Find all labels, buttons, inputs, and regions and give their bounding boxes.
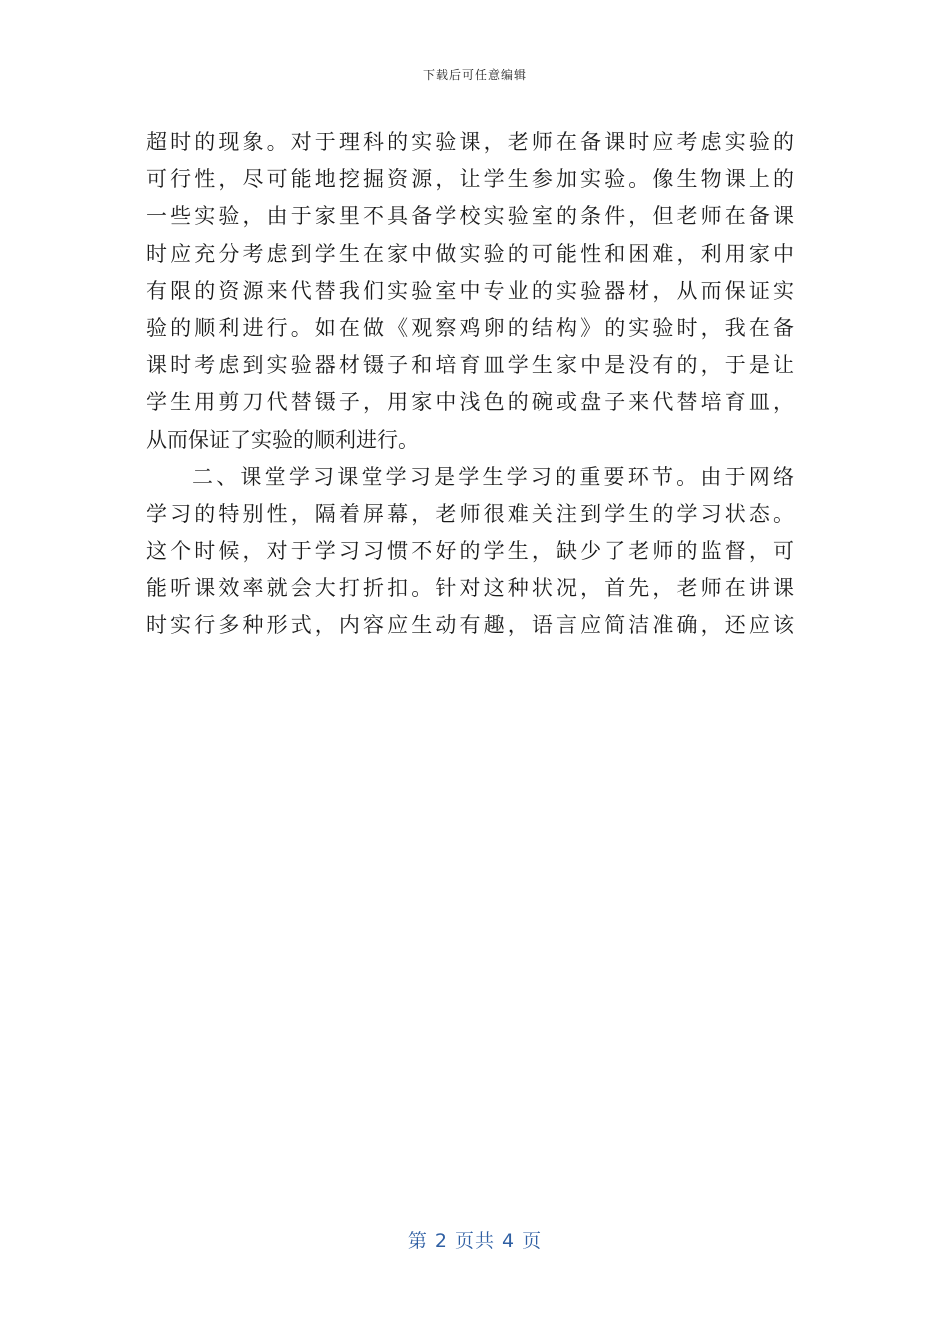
text-line: 课时考虑到实验器材镊子和培育皿学生家中是没有的，于是让 [146,353,794,378]
page-header-note: 下载后可任意编辑 [422,68,527,82]
text-line: 能听课效率就会大打折扣。针对这种状况，首先，老师在讲课 [146,576,794,601]
text-line: 学习的特别性，隔着屏幕，老师很难关注到学生的学习状态。 [146,501,794,526]
text-line: 时实行多种形式，内容应生动有趣，语言应简洁准确，还应该 [146,613,794,638]
text-line: 有限的资源来代替我们实验室中专业的实验器材，从而保证实 [146,278,794,303]
text-line: 时应充分考虑到学生在家中做实验的可能性和困难，利用家中 [146,241,794,266]
document-body [146,124,794,645]
text-line: 学生用剪刀代替镊子，用家中浅色的碗或盘子来代替培育皿， [146,390,794,415]
text-line: 验的顺利进行。如在做《观察鸡卵的结构》的实验时，我在备 [146,315,794,340]
text-line: 这个时候，对于学习习惯不好的学生，缺少了老师的监督，可 [146,539,794,564]
text-line: 从而保证了实验的顺利进行。 [146,427,419,452]
page-number-footer: 第 2 页共 4 页 [407,1230,543,1252]
text-line: 可行性，尽可能地挖掘资源，让学生参加实验。像生物课上的 [146,167,794,192]
text-line: 一些实验，由于家里不具备学校实验室的条件，但老师在备课 [146,204,794,229]
section-heading-line: 二、课堂学习课堂学习是学生学习的重要环节。由于网络 [192,464,794,489]
text-line: 超时的现象。对于理科的实验课，老师在备课时应考虑实验的 [146,130,794,154]
